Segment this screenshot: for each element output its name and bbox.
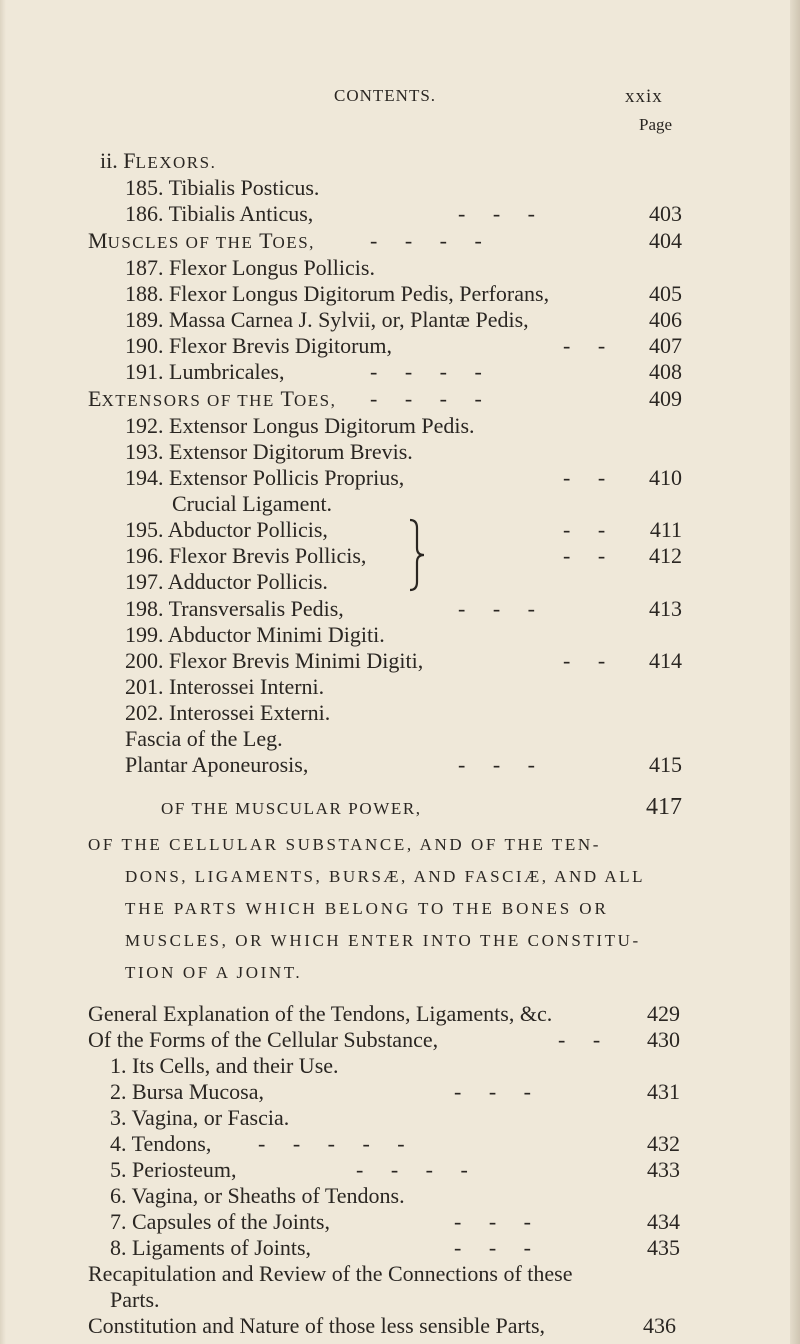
entry-194: 194. Extensor Pollicis Proprius, <box>125 465 405 490</box>
heading-cellular-line-5: TION OF A JOINT. <box>125 963 303 982</box>
leader-muscles-of-toes: - - - - <box>370 228 482 253</box>
entry-192: 192. Extensor Longus Digitorum Pedis. <box>125 413 475 438</box>
entry-fascia-of-leg: Fascia of the Leg. <box>125 726 283 751</box>
page-ref-189: 406 <box>649 307 682 332</box>
leader-196: - - <box>563 543 606 568</box>
page-ref-plantar-aponeurosis: 415 <box>649 752 682 777</box>
entry-tendons: 4. Tendons, <box>110 1131 212 1156</box>
entry-201: 201. Interossei Interni. <box>125 674 325 699</box>
entry-198: 198. Transversalis Pedis, <box>125 596 344 621</box>
page-ref-195: 411 <box>649 517 682 542</box>
leader-forms-cellular: - - <box>558 1027 601 1052</box>
entry-bursa-mucosa: 2. Bursa Mucosa, <box>110 1079 264 1104</box>
page-ref-194: 410 <box>649 465 682 490</box>
entry-cells: 1. Its Cells, and their Use. <box>110 1053 339 1078</box>
page-left-edge <box>0 0 6 1344</box>
entry-202: 202. Interossei Externi. <box>125 700 331 725</box>
page-ref-ligaments: 435 <box>647 1235 680 1260</box>
page-column-label: Page <box>639 115 673 134</box>
entry-vagina-fascia: 3. Vagina, or Fascia. <box>110 1105 290 1130</box>
entry-197: 197. Adductor Pollicis. <box>125 569 328 594</box>
entry-196: 196. Flexor Brevis Pollicis, <box>125 543 367 568</box>
leader-186: - - - <box>458 201 535 226</box>
heading-cellular-line-4: MUSCLES, OR WHICH ENTER INTO THE CONSTITU- <box>125 931 641 950</box>
page-ref-196: 412 <box>649 543 682 568</box>
entry-capsules: 7. Capsules of the Joints, <box>110 1209 330 1234</box>
entry-185: 185. Tibialis Posticus. <box>125 175 320 200</box>
entry-general-explanation: General Explanation of the Tendons, Ligaments, &c. <box>88 1001 553 1026</box>
entry-186: 186. Tibialis Anticus, <box>125 201 314 226</box>
entry-constitution: Constitution and Nature of those less sensible Parts, <box>88 1313 546 1338</box>
entry-199: 199. Abductor Minimi Digiti. <box>125 622 385 647</box>
page-ref-200: 414 <box>649 648 682 673</box>
leader-capsules: - - - <box>454 1209 531 1234</box>
leader-194: - - <box>563 465 606 490</box>
section-flexors: ii. FLEXORS. <box>100 148 217 173</box>
entry-periosteum: 5. Periosteum, <box>110 1157 237 1182</box>
heading-cellular-line-1: OF THE CELLULAR SUBSTANCE, AND OF THE TEN- <box>88 835 602 854</box>
leader-extensors-of-toes: - - - - <box>370 386 482 411</box>
page-ref-extensors-of-toes: 409 <box>649 386 682 411</box>
leader-plantar-aponeurosis: - - - <box>458 752 535 777</box>
leader-ligaments: - - - <box>454 1235 531 1260</box>
entry-recapitulation: Recapitulation and Review of the Connections of these <box>88 1261 573 1286</box>
page-ref-191: 408 <box>649 359 682 384</box>
entry-187: 187. Flexor Longus Pollicis. <box>125 255 375 280</box>
entry-188: 188. Flexor Longus Digitorum Pedis, Perforans, <box>125 281 550 306</box>
page-ref-general-explanation: 429 <box>647 1001 680 1026</box>
section-muscles-of-toes: MUSCLES OF THE TOES, <box>88 228 315 253</box>
entry-plantar-aponeurosis: Plantar Aponeurosis, <box>125 752 309 777</box>
entry-191: 191. Lumbricales, <box>125 359 285 384</box>
entry-recapitulation-cont: Parts. <box>110 1287 160 1312</box>
page-ref-188: 405 <box>649 281 682 306</box>
leader-tendons: - - - - - <box>258 1131 405 1156</box>
entry-sheaths: 6. Vagina, or Sheaths of Tendons. <box>110 1183 405 1208</box>
page-ref-capsules: 434 <box>647 1209 680 1234</box>
page-ref-tendons: 432 <box>647 1131 680 1156</box>
page-ref-190: 407 <box>649 333 682 358</box>
leader-191: - - - - <box>370 359 482 384</box>
leader-periosteum: - - - - <box>356 1157 468 1182</box>
heading-cellular-line-2: DONS, LIGAMENTS, BURSÆ, AND FASCIÆ, AND ALL <box>125 867 645 886</box>
running-head-title: CONTENTS. <box>334 86 437 105</box>
page-ref-muscular-power: 417 <box>646 794 682 820</box>
entry-195: 195. Abductor Pollicis, <box>125 517 328 542</box>
page-ref-198: 413 <box>649 596 682 621</box>
entry-190: 190. Flexor Brevis Digitorum, <box>125 333 393 358</box>
page-right-edge <box>790 0 800 1344</box>
entry-ligaments: 8. Ligaments of Joints, <box>110 1235 312 1260</box>
entry-193: 193. Extensor Digitorum Brevis. <box>125 439 413 464</box>
leader-198: - - - <box>458 596 535 621</box>
page-ref-forms-cellular: 430 <box>647 1027 680 1052</box>
entry-crucial-ligament: Crucial Ligament. <box>172 491 333 516</box>
leader-190: - - <box>563 333 606 358</box>
page-ref-periosteum: 433 <box>647 1157 680 1182</box>
right-brace-icon <box>408 518 426 592</box>
entry-200: 200. Flexor Brevis Minimi Digiti, <box>125 648 424 673</box>
heading-muscular-power: OF THE MUSCULAR POWER, <box>161 799 422 818</box>
section-extensors-of-toes: EXTENSORS OF THE TOES, <box>88 386 337 411</box>
entry-189: 189. Massa Carnea J. Sylvii, or, Plantæ Pedis, <box>125 307 529 332</box>
folio-number: xxix <box>625 86 663 107</box>
page-ref-186: 403 <box>649 201 682 226</box>
page-ref-constitution: 436 <box>643 1313 676 1338</box>
leader-200: - - <box>563 648 606 673</box>
page-ref-bursa-mucosa: 431 <box>647 1079 680 1104</box>
page-ref-muscles-of-toes: 404 <box>649 228 682 253</box>
heading-cellular-line-3: THE PARTS WHICH BELONG TO THE BONES OR <box>125 899 609 918</box>
leader-195: - - <box>563 517 606 542</box>
entry-forms-cellular: Of the Forms of the Cellular Substance, <box>88 1027 439 1052</box>
leader-bursa-mucosa: - - - <box>454 1079 531 1104</box>
